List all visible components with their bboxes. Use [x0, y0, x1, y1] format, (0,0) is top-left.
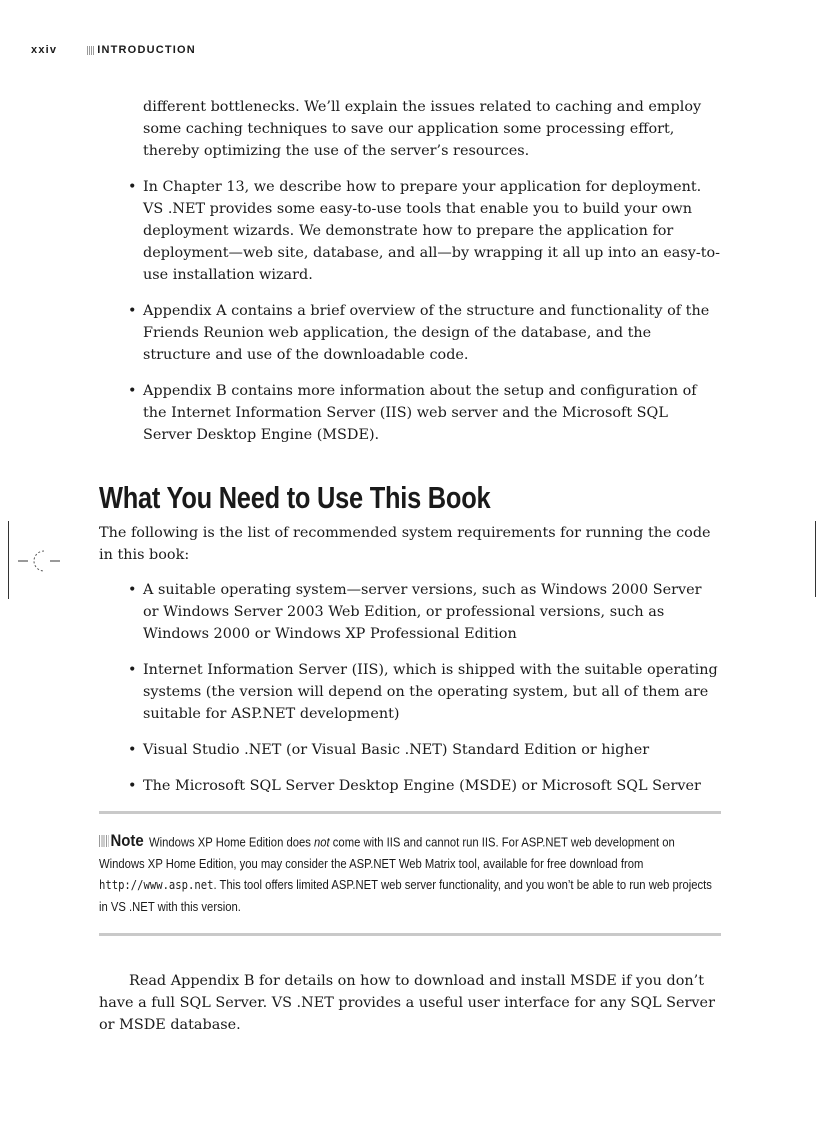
list-item: [99, 659, 721, 725]
bullet-icon: •: [128, 179, 137, 195]
list-item: [99, 176, 721, 286]
list-item-text: Appendix A contains a brief overview of the structure and functionality of the Friends Reunion web application, the design of the database, and the structure and use of the downloadable code.: [143, 303, 710, 363]
crop-mark-icon: [0, 521, 60, 601]
list-item: [99, 579, 721, 645]
list-item: [99, 775, 721, 797]
bullet-icon: •: [128, 662, 137, 678]
list-item: [99, 300, 721, 366]
note-box: [99, 811, 721, 936]
requirements-list: [99, 579, 721, 797]
running-head: [31, 44, 196, 56]
bullet-icon: •: [128, 778, 137, 794]
chapter-list: [99, 176, 721, 446]
section-heading: What You Need to Use This Book: [99, 480, 491, 515]
page-number: xxiv: [31, 44, 58, 56]
closing-paragraph: Read Appendix B for details on how to download and install MSDE if you don’t have a full SQL Server. VS .NET provides a useful user interface for any SQL Server or MSDE database.: [99, 972, 715, 1033]
note-emphasis: not: [314, 834, 330, 850]
bullet-icon: •: [128, 303, 137, 319]
list-item-text: A suitable operating system—server versions, such as Windows 2000 Server or Windows Server 2003 Web Edition, or professional versions, such as Windows 2000 or Windows XP Professional Edition: [143, 582, 702, 642]
list-item-text: Visual Studio .NET (or Visual Basic .NET) Standard Edition or higher: [143, 742, 650, 758]
note-label: Note: [99, 830, 144, 851]
list-item-text: Internet Information Server (IIS), which is shipped with the suitable operating systems (the version will depend on the operating system, but all of them are suitable for ASP.NET development): [143, 662, 718, 722]
bullet-icon: •: [128, 383, 137, 399]
page-content: [99, 96, 721, 1050]
continuation-paragraph: different bottlenecks. We’ll explain the issues related to caching and employ some caching techniques to save our application some processing effort, thereby optimizing the use of the server’s resources.: [143, 99, 702, 159]
hatch-marker-icon: [99, 835, 109, 847]
list-item-text: The Microsoft SQL Server Desktop Engine (MSDE) or Microsoft SQL Server: [143, 778, 701, 794]
hatch-marker-icon: [87, 46, 95, 55]
list-item: [99, 380, 721, 446]
note-text: Note Windows XP Home Edition does not come with IIS and cannot run IIS. For ASP.NET web development on Windows XP Home Edition, you may consider the ASP.NET Web Matrix tool, available for free download from http://www.asp.net. This tool offers limited ASP.NET web server functionality, and you won’t be able to run web projects in VS .NET with this version.: [99, 831, 712, 914]
list-item-text: In Chapter 13, we describe how to prepare your application for deployment. VS .NET provides some easy-to-use tools that enable you to build your own deployment wizards. We demonstrate how to prepare the application for deployment—web site, database, and all—by wrapping it all up into an easy-to-use installation wizard.: [143, 179, 721, 283]
bullet-icon: •: [128, 582, 137, 598]
intro-paragraph: The following is the list of recommended system requirements for running the code in this book:: [99, 525, 711, 563]
list-item-text: Appendix B contains more information about the setup and configuration of the Internet Information Server (IIS) web server and the Microsoft SQL Server Desktop Engine (MSDE).: [143, 383, 697, 443]
bullet-icon: •: [128, 742, 137, 758]
list-item: [99, 739, 721, 761]
note-url: http://www.asp.net: [99, 877, 214, 892]
section-title: INTRODUCTION: [97, 44, 196, 56]
